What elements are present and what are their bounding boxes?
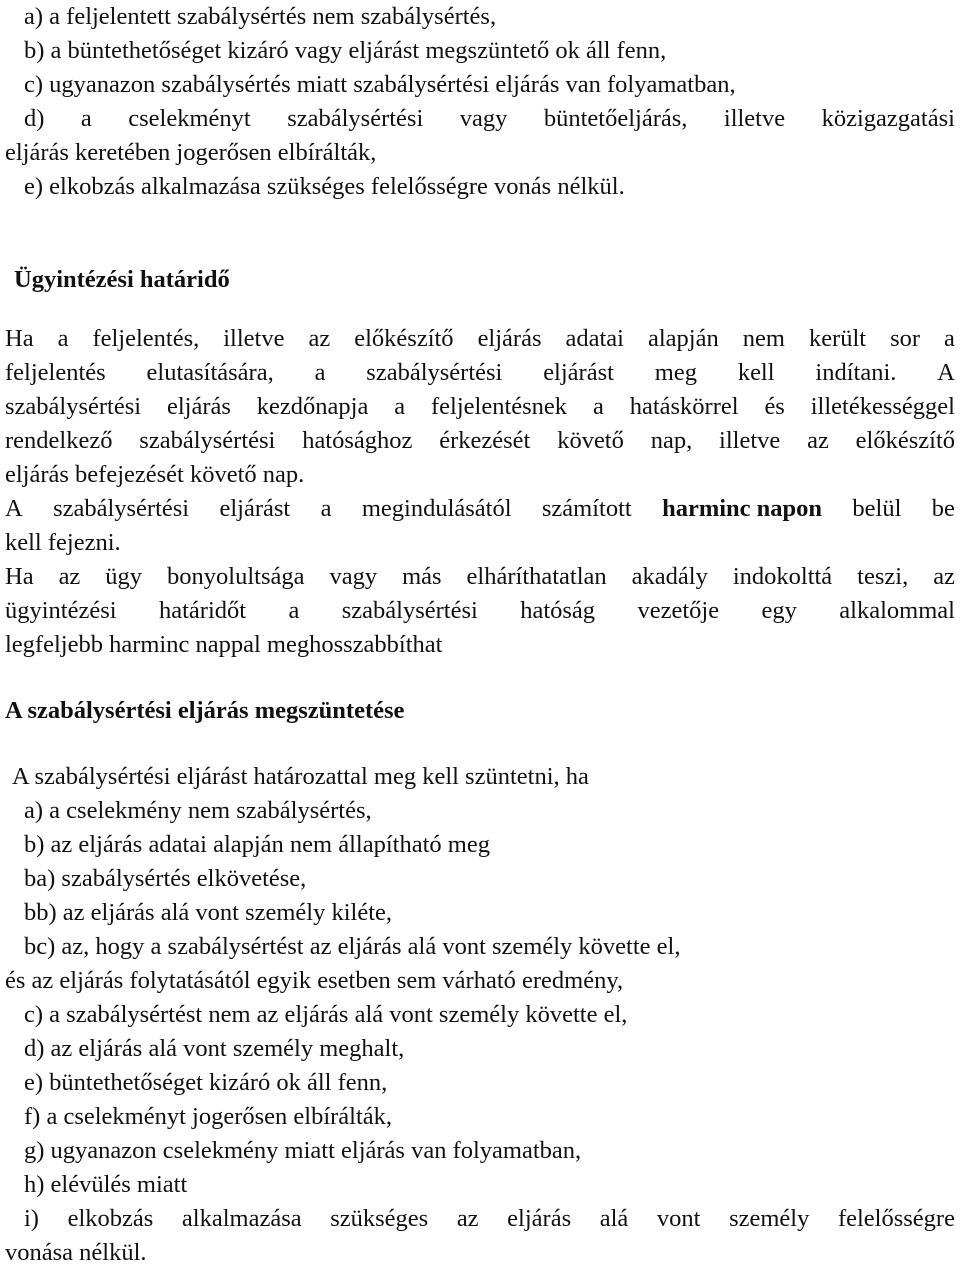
section-heading: A szabálysértési eljárás megszüntetése — [5, 697, 405, 724]
paragraph-line: legfeljebb harminc nappal meghosszabbíthat — [5, 631, 443, 658]
list-item: i) elkobzás alkalmazása szükséges az eljárás alá vont személy felelősségre — [24, 1205, 955, 1232]
list-item-continuation: eljárás keretében jogerősen elbírálták, — [5, 139, 377, 166]
list-item: d) a cselekményt szabálysértési vagy büntetőeljárás, illetve közigazgatási — [24, 105, 955, 132]
section-heading: Ügyintézési határidő — [14, 266, 230, 293]
list-item: b) az eljárás adatai alapján nem állapítható meg — [24, 831, 490, 858]
intro-line: A szabálysértési eljárást határozattal meg kell szüntetni, ha — [12, 763, 589, 790]
list-item: g) ugyanazon cselekmény miatt eljárás van folyamatban, — [24, 1137, 582, 1164]
list-item: c) a szabálysértést nem az eljárás alá vont személy követte el, — [24, 1001, 628, 1028]
list-continuation: és az eljárás folytatásától egyik esetben sem várható eredmény, — [5, 967, 624, 994]
list-item: f) a cselekményt jogerősen elbírálták, — [24, 1103, 393, 1130]
list-item: a) a feljelentett szabálysértés nem szabálysértés, — [24, 3, 497, 30]
list-item: c) ugyanazon szabálysértés miatt szabálysértési eljárás van folyamatban, — [24, 71, 736, 98]
paragraph-line: Ha a feljelentés, illetve az előkészítő eljárás adatai alapján nem került sor a — [5, 325, 955, 352]
list-item: h) elévülés miatt — [24, 1171, 188, 1198]
paragraph-line: szabálysértési eljárás kezdőnapja a feljelentésnek a hatáskörrel és illetékességgel — [5, 393, 955, 420]
paragraph-line: kell fejezni. — [5, 529, 121, 556]
paragraph-line: feljelentés elutasítására, a szabálysértési eljárást meg kell indítani. A — [5, 359, 955, 386]
paragraph-line: A szabálysértési eljárást a megindulásától számított harminc napon belül be — [5, 492, 955, 526]
list-item-continuation: vonása nélkül. — [5, 1239, 147, 1266]
list-item: bb) az eljárás alá vont személy kiléte, — [24, 899, 393, 926]
paragraph-line: Ha az ügy bonyolultsága vagy más elháríthatatlan akadály indokolttá teszi, az — [5, 563, 955, 590]
list-item: e) büntethetőséget kizáró ok áll fenn, — [24, 1069, 388, 1096]
list-item: b) a büntethetőséget kizáró vagy eljárást megszüntető ok áll fenn, — [24, 37, 667, 64]
paragraph-line: eljárás befejezését követő nap. — [5, 461, 305, 488]
list-item: ba) szabálysértés elkövetése, — [24, 865, 307, 892]
paragraph-line: ügyintézési határidőt a szabálysértési hatóság vezetője egy alkalommal — [5, 597, 955, 624]
list-item: d) az eljárás alá vont személy meghalt, — [24, 1035, 405, 1062]
emphasis-text: harminc napon — [662, 495, 823, 522]
paragraph-line: rendelkező szabálysértési hatósághoz érkezését követő nap, illetve az előkészítő — [5, 427, 955, 454]
list-item: bc) az, hogy a szabálysértést az eljárás alá vont személy követte el, — [24, 933, 681, 960]
list-item: a) a cselekmény nem szabálysértés, — [24, 797, 372, 824]
list-item: e) elkobzás alkalmazása szükséges felelősségre vonás nélkül. — [24, 173, 625, 200]
